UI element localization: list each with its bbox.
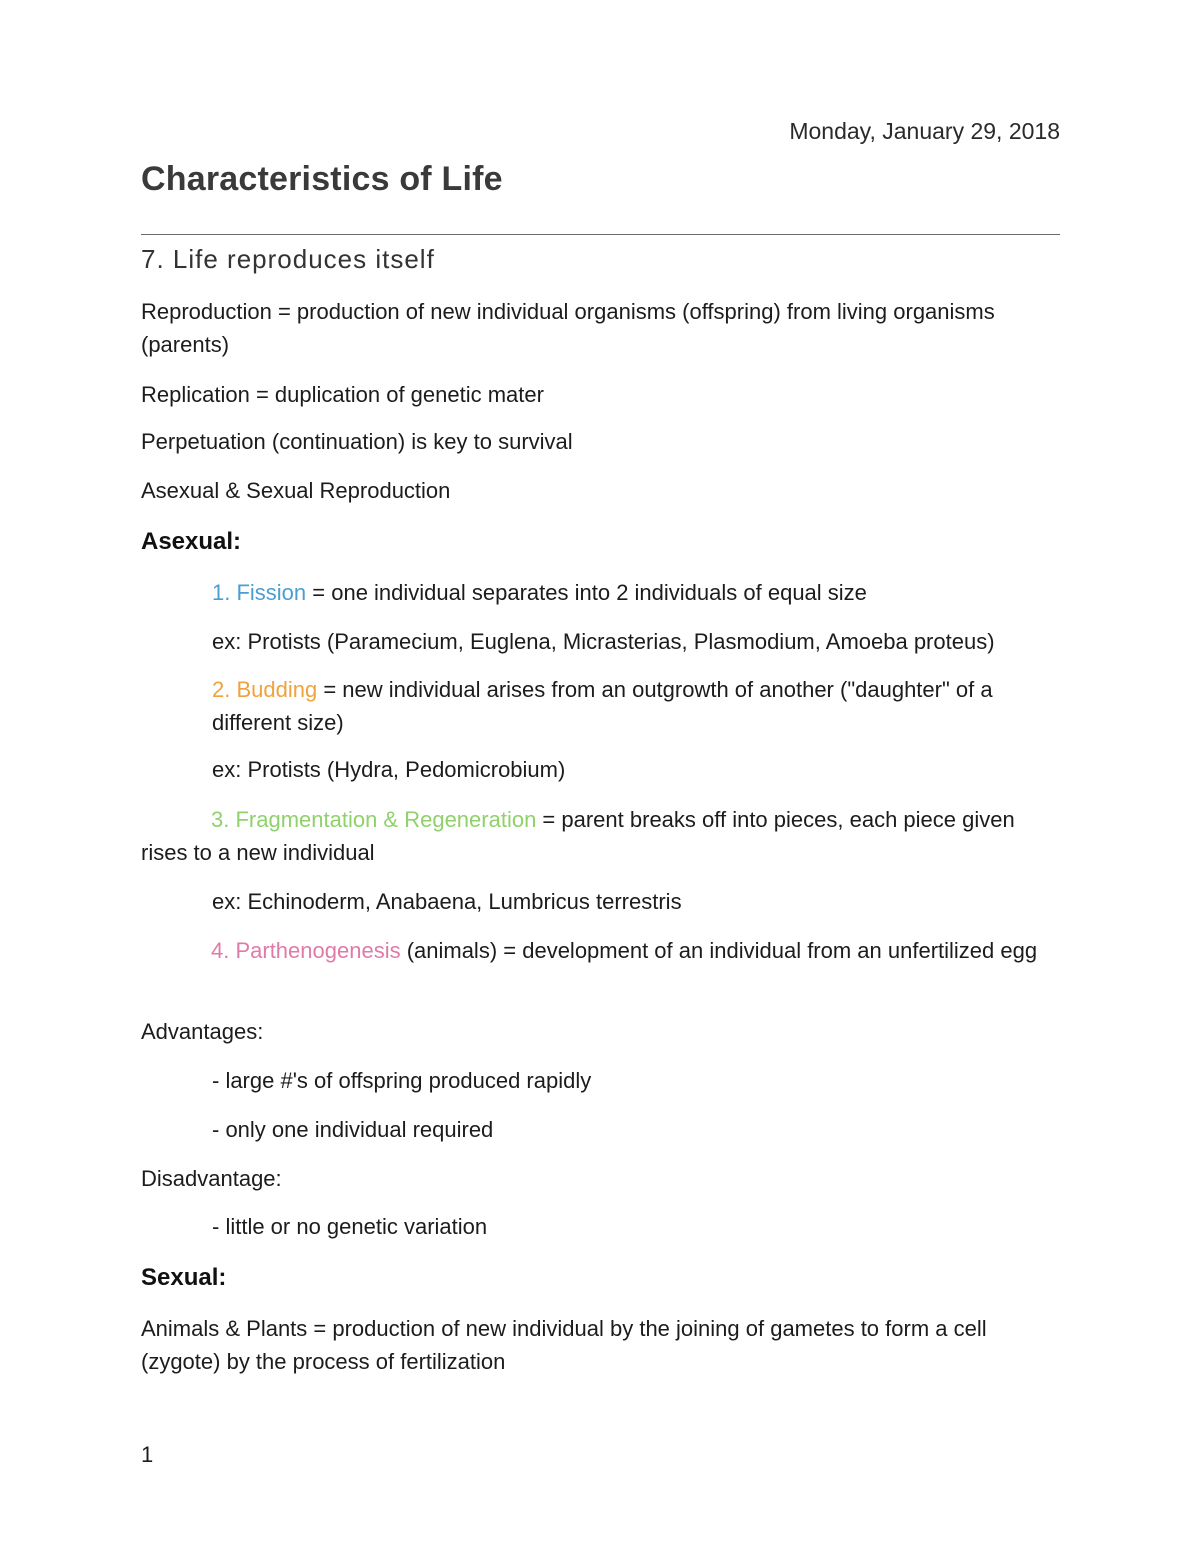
fragmentation-text: = parent breaks off into pieces, each piece given rises to a new individual — [141, 807, 1015, 865]
advantage-item: - only one individual required — [212, 1117, 494, 1142]
title-divider — [141, 234, 1060, 235]
sexual-heading: Sexual: — [141, 1264, 227, 1291]
fragmentation-example: ex: Echinoderm, Anabaena, Lumbricus terrestris — [212, 889, 682, 914]
fission-example: ex: Protists (Paramecium, Euglena, Micrasterias, Plasmodium, Amoeba proteus) — [212, 629, 995, 654]
fragmentation-item — [141, 803, 1041, 869]
budding-example: ex: Protists (Hydra, Pedomicrobium) — [212, 757, 566, 782]
parthenogenesis-item — [141, 934, 1066, 967]
fission-text: = one individual separates into 2 individuals of equal size — [306, 580, 867, 605]
fission-label: 1. Fission — [212, 580, 307, 605]
section-heading: 7. Life reproduces itself — [141, 244, 435, 274]
document-date: Monday, January 29, 2018 — [789, 118, 1060, 144]
budding-item — [212, 673, 1062, 739]
replication-definition: Replication = duplication of genetic mater — [141, 382, 544, 407]
budding-text: = new individual arises from an outgrowth of another ("daughter" of a different size) — [212, 677, 993, 735]
fragmentation-label: 3. Fragmentation & Regeneration — [211, 807, 537, 832]
reproduction-definition: Reproduction = production of new individual organisms (offspring) from living organisms (parents) — [141, 299, 995, 357]
reproduction-types: Asexual & Sexual Reproduction — [141, 478, 451, 503]
advantage-item: - large #'s of offspring produced rapidly — [212, 1068, 592, 1093]
perpetuation-statement: Perpetuation (continuation) is key to survival — [141, 429, 573, 454]
document-title: Characteristics of Life — [141, 160, 503, 198]
parthenogenesis-text: (animals) = development of an individual from an unfertilized egg — [400, 938, 1038, 963]
disadvantage-label: Disadvantage: — [141, 1166, 282, 1191]
disadvantage-item: - little or no genetic variation — [212, 1214, 488, 1239]
fission-item — [212, 576, 867, 609]
advantages-label: Advantages: — [141, 1019, 264, 1044]
budding-label: 2. Budding — [212, 677, 318, 702]
page-number: 1 — [141, 1442, 154, 1467]
parthenogenesis-label: 4. Parthenogenesis — [211, 938, 401, 963]
sexual-definition: Animals & Plants = production of new individual by the joining of gametes to form a cell (zygote) by the process of fertilization — [141, 1316, 987, 1374]
asexual-heading: Asexual: — [141, 528, 242, 555]
